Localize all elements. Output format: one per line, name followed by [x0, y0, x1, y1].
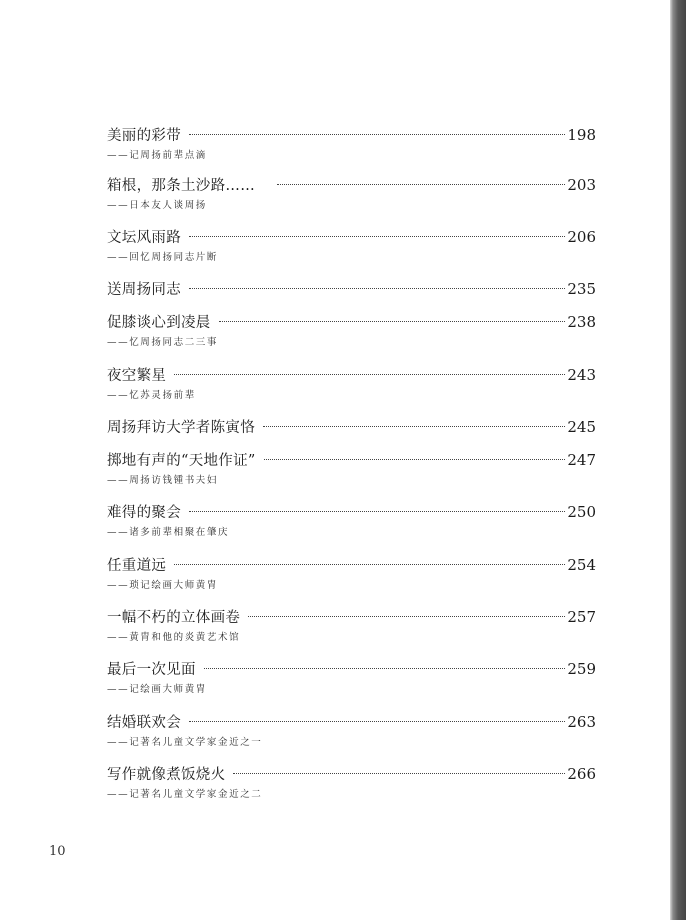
- entry-title: 送周扬同志: [107, 282, 181, 298]
- dot-leader: [189, 288, 565, 289]
- entry-title: 最后一次见面: [107, 662, 196, 678]
- toc-entry[interactable]: [107, 173, 596, 215]
- entry-subtitle: ——记周扬前辈点滴: [107, 150, 207, 161]
- entry-title: 周扬拜访大学者陈寅恪: [107, 420, 255, 436]
- toc-entry[interactable]: [107, 762, 596, 804]
- entry-page-number: 243: [567, 366, 596, 384]
- toc-entry[interactable]: [107, 277, 596, 301]
- toc-entry[interactable]: [107, 415, 596, 439]
- entry-subtitle: ——回忆周扬同志片断: [107, 252, 219, 263]
- entry-title: 夜空繁星: [107, 368, 167, 384]
- entry-page-number: 257: [567, 608, 596, 626]
- page-number: 10: [49, 844, 66, 859]
- entry-page-number: 259: [567, 660, 596, 678]
- entry-subtitle: ——黄胄和他的炎黄艺术馆: [107, 632, 241, 643]
- entry-subtitle: ——记绘画大师黄胄: [107, 684, 207, 695]
- toc-entry[interactable]: [107, 363, 596, 405]
- entry-title: 箱根，那条土沙路……: [107, 178, 255, 194]
- dot-leader: [189, 511, 565, 512]
- entry-subtitle: ——日本友人谈周扬: [107, 200, 207, 211]
- entry-subtitle: ——忆苏灵扬前辈: [107, 390, 196, 401]
- toc-entry[interactable]: [107, 657, 596, 699]
- entry-title: 文坛风雨路: [107, 230, 181, 246]
- entry-title: 结婚联欢会: [107, 715, 181, 731]
- dot-leader: [219, 321, 566, 322]
- entry-title: 写作就像煮饭烧火: [107, 767, 226, 783]
- dot-leader: [263, 426, 565, 427]
- dot-leader: [277, 184, 565, 185]
- entry-subtitle: ——忆周扬同志二三事: [107, 337, 219, 348]
- toc-entry[interactable]: [107, 310, 596, 352]
- entry-subtitle: ——诸多前辈相聚在肇庆: [107, 527, 230, 538]
- toc-entry[interactable]: [107, 225, 596, 267]
- entry-title: 美丽的彩带: [107, 128, 181, 144]
- toc-entry[interactable]: [107, 605, 596, 647]
- toc-entry[interactable]: [107, 710, 596, 752]
- dot-leader: [189, 721, 565, 722]
- entry-page-number: 206: [567, 228, 596, 246]
- entry-subtitle: ——周扬访钱锺书夫妇: [107, 475, 219, 486]
- page-edge-shadow: [670, 0, 686, 920]
- entry-page-number: 263: [567, 713, 596, 731]
- entry-title: 难得的聚会: [107, 505, 181, 521]
- dot-leader: [264, 459, 566, 460]
- dot-leader: [189, 236, 565, 237]
- entry-page-number: 247: [567, 451, 596, 469]
- table-of-contents: [107, 123, 596, 804]
- dot-leader: [248, 616, 565, 617]
- entry-subtitle: ——记著名儿童文学家金近之二: [107, 789, 263, 800]
- dot-leader: [189, 134, 565, 135]
- toc-entry[interactable]: [107, 553, 596, 595]
- entry-page-number: 254: [567, 556, 596, 574]
- entry-subtitle: ——记著名儿童文学家金近之一: [107, 737, 263, 748]
- entry-title: 促膝谈心到凌晨: [107, 315, 211, 331]
- entry-page-number: 203: [567, 176, 596, 194]
- dot-leader: [204, 668, 566, 669]
- entry-title: 掷地有声的“天地作证”: [107, 453, 256, 469]
- dot-leader: [174, 564, 565, 565]
- dot-leader: [174, 374, 565, 375]
- entry-page-number: 198: [567, 126, 596, 144]
- entry-page-number: 238: [567, 313, 596, 331]
- entry-title: 任重道远: [107, 558, 167, 574]
- entry-title: 一幅不朽的立体画卷: [107, 610, 241, 626]
- toc-entry[interactable]: [107, 448, 596, 490]
- dot-leader: [233, 773, 565, 774]
- entry-page-number: 250: [567, 503, 596, 521]
- entry-page-number: 235: [567, 280, 596, 298]
- entry-page-number: 245: [567, 418, 596, 436]
- toc-entry[interactable]: [107, 500, 596, 542]
- toc-entry[interactable]: [107, 123, 596, 165]
- entry-subtitle: ——琐记绘画大师黄胄: [107, 580, 219, 591]
- entry-page-number: 266: [567, 765, 596, 783]
